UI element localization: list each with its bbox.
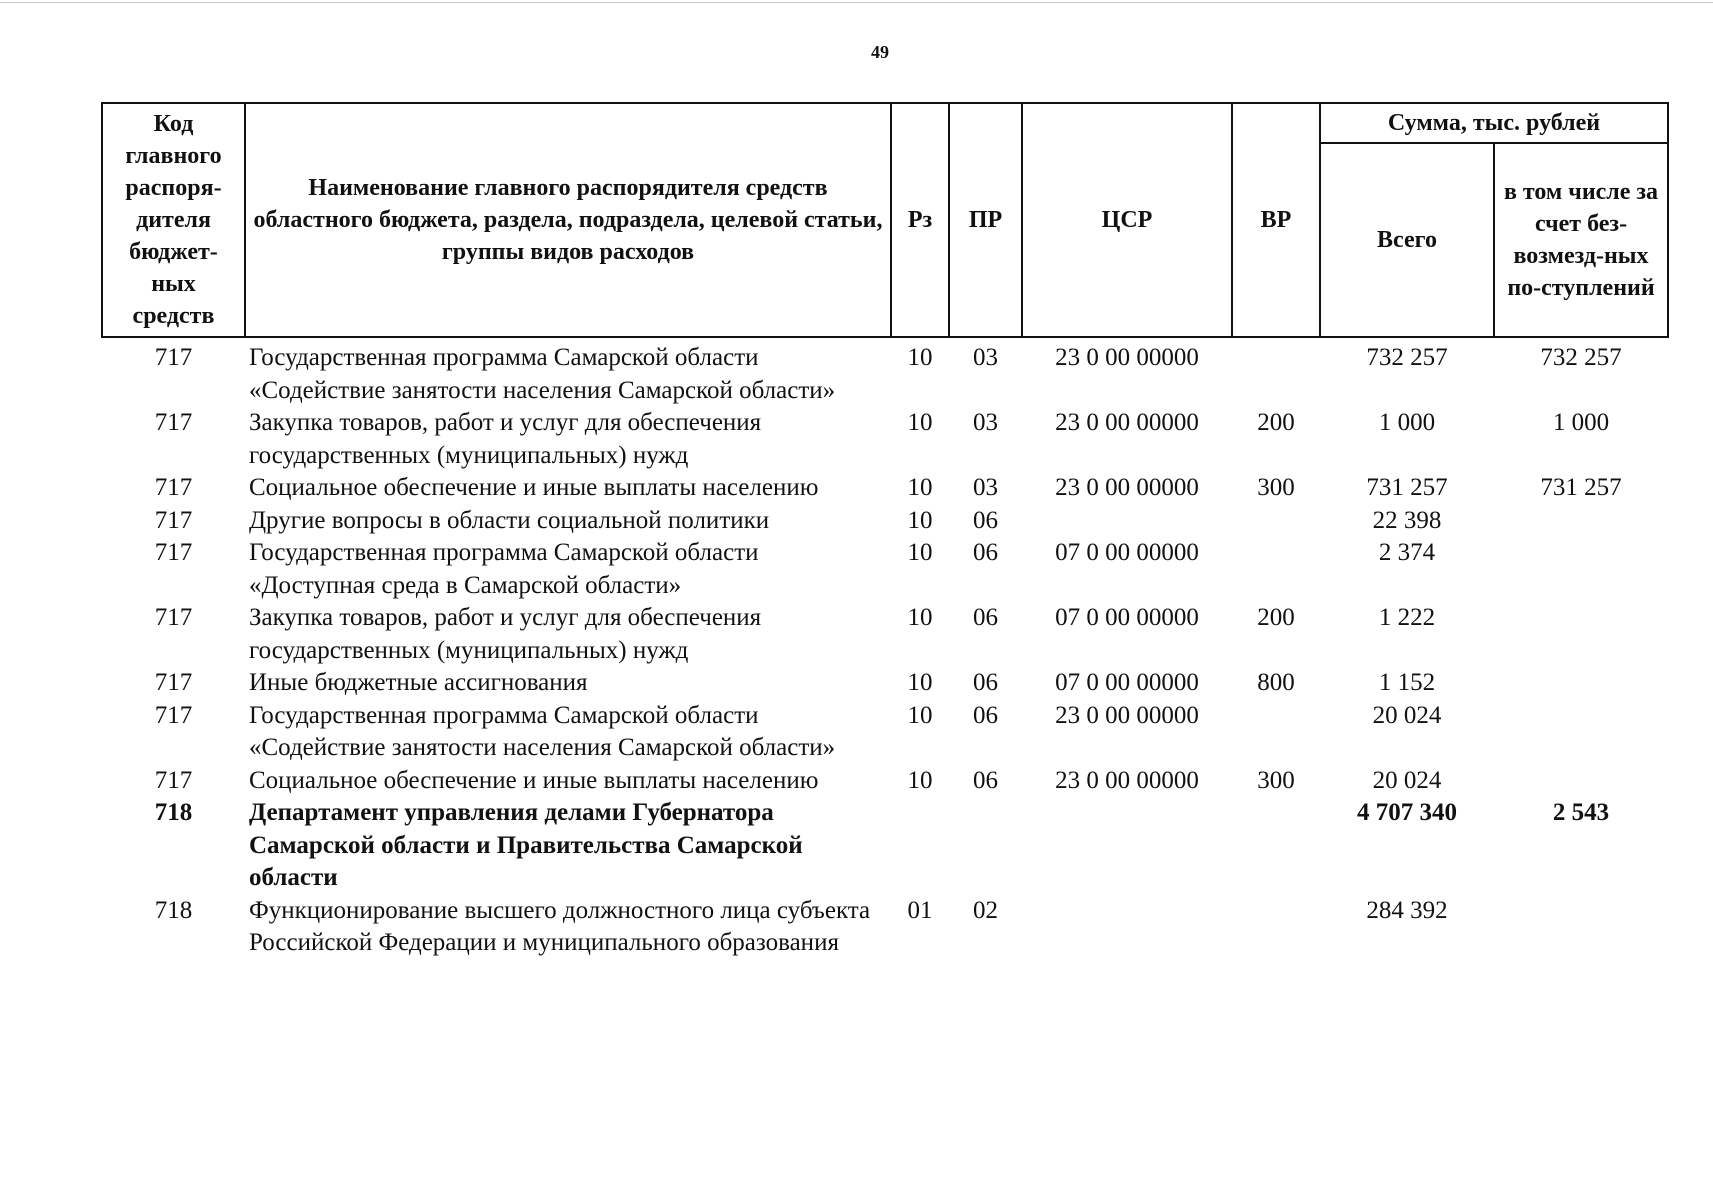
row-grants <box>1494 537 1668 602</box>
header-total: Всего <box>1320 143 1494 337</box>
row-grants <box>1494 667 1668 700</box>
row-vr: 200 <box>1257 409 1295 436</box>
row-total: 284 392 <box>1366 896 1448 924</box>
row-grants <box>1494 765 1668 798</box>
header-vr: ВР <box>1232 103 1320 337</box>
row-total: 731 257 <box>1366 474 1448 501</box>
row-rz: 01 <box>907 896 933 924</box>
row-rz: 10 <box>907 344 933 371</box>
header-grants: в том числе за счет без-возмезд-ных по-ступлений <box>1494 143 1668 337</box>
row-grants <box>1494 602 1668 667</box>
row-total: 1 152 <box>1378 669 1436 696</box>
row-csr: 23 0 00 00000 <box>1055 766 1199 794</box>
header-csr: ЦСР <box>1022 103 1232 337</box>
table-row <box>102 337 1668 407</box>
row-vr <box>1232 537 1320 602</box>
table-row <box>102 472 1668 505</box>
row-pr <box>949 797 1022 895</box>
row-rz: 10 <box>907 474 933 501</box>
row-vr <box>1232 505 1320 538</box>
row-grants <box>1494 895 1668 960</box>
row-pr: 06 <box>973 604 998 631</box>
row-vr: 200 <box>1257 604 1295 631</box>
budget-table <box>101 102 1669 960</box>
row-code: 717 <box>154 669 193 696</box>
row-csr <box>1022 505 1232 538</box>
row-rz: 10 <box>907 669 933 696</box>
row-csr: 23 0 00 00000 <box>1055 474 1199 501</box>
row-name: Функционирование высшего должностного лица субъекта Российской Федерации и муниципального образования <box>249 896 871 956</box>
row-name: Государственная программа Самарской области «Доступная среда в Самарской области» <box>249 539 759 599</box>
row-vr: 300 <box>1257 766 1295 794</box>
scan-edge-line <box>0 2 1713 3</box>
row-grants: 731 257 <box>1540 474 1622 501</box>
row-vr: 300 <box>1257 474 1295 501</box>
row-code: 717 <box>154 344 193 371</box>
row-vr <box>1232 797 1320 895</box>
row-grants: 732 257 <box>1540 344 1622 371</box>
header-sum: Сумма, тыс. рублей <box>1320 103 1668 143</box>
table-row <box>102 895 1668 960</box>
row-vr <box>1232 337 1320 407</box>
row-total: 1 222 <box>1378 604 1436 631</box>
table-row <box>102 407 1668 472</box>
row-rz: 10 <box>907 409 933 436</box>
table-row <box>102 797 1668 895</box>
row-grants <box>1494 505 1668 538</box>
table-row <box>102 505 1668 538</box>
table-body <box>102 337 1668 960</box>
row-csr: 23 0 00 00000 <box>1055 701 1199 729</box>
header-code: Код главного распоря-дителя бюджет-ных средств <box>102 103 245 337</box>
row-code: 718 <box>154 799 193 826</box>
page-number: 49 <box>871 42 889 62</box>
table-row <box>102 602 1668 667</box>
row-code: 717 <box>154 539 193 566</box>
row-name: Социальное обеспечение и иные выплаты населению <box>249 766 819 794</box>
table-row <box>102 700 1668 765</box>
row-name: Государственная программа Самарской области «Содействие занятости населения Самарской области» <box>249 701 836 761</box>
row-total: 20 024 <box>1372 766 1442 794</box>
row-code: 717 <box>154 766 193 794</box>
row-rz: 10 <box>907 701 933 729</box>
row-vr <box>1232 895 1320 960</box>
row-code: 717 <box>154 604 193 631</box>
row-total: 732 257 <box>1366 344 1448 371</box>
row-total: 4 707 340 <box>1357 799 1457 826</box>
row-csr: 23 0 00 00000 <box>1055 409 1199 436</box>
table-row <box>102 765 1668 798</box>
row-code: 718 <box>154 896 193 924</box>
row-total: 1 000 <box>1378 409 1436 436</box>
header-name: Наименование главного распорядителя средств областного бюджета, раздела, подраздела, целевой статьи, группы видов расходов <box>245 103 891 337</box>
row-code: 717 <box>154 474 193 501</box>
row-pr: 03 <box>973 409 998 436</box>
row-name: Иные бюджетные ассигнования <box>249 669 588 696</box>
row-pr: 03 <box>973 344 998 371</box>
row-pr: 06 <box>973 669 998 696</box>
row-csr: 07 0 00 00000 <box>1055 669 1199 696</box>
row-pr: 06 <box>973 701 998 729</box>
row-total: 2 374 <box>1378 539 1436 566</box>
row-pr: 03 <box>973 474 998 501</box>
row-code: 717 <box>154 506 193 534</box>
row-name: Другие вопросы в области социальной политики <box>249 506 770 534</box>
row-grants: 1 000 <box>1552 409 1610 436</box>
row-name: Закупка товаров, работ и услуг для обеспечения государственных (муниципальных) нужд <box>249 604 762 664</box>
row-pr: 02 <box>973 896 998 924</box>
row-rz: 10 <box>907 506 933 534</box>
row-pr: 06 <box>973 766 998 794</box>
row-csr: 23 0 00 00000 <box>1055 344 1199 371</box>
row-name: Государственная программа Самарской области «Содействие занятости населения Самарской области» <box>249 344 836 404</box>
row-total: 22 398 <box>1372 506 1442 534</box>
row-rz: 10 <box>907 766 933 794</box>
row-csr <box>1022 797 1232 895</box>
table-row <box>102 667 1668 700</box>
row-name: Закупка товаров, работ и услуг для обеспечения государственных (муниципальных) нужд <box>249 409 762 469</box>
row-vr: 800 <box>1257 669 1295 696</box>
row-grants <box>1494 700 1668 765</box>
row-rz <box>891 797 949 895</box>
row-code: 717 <box>154 701 193 729</box>
row-vr <box>1232 700 1320 765</box>
row-csr <box>1022 895 1232 960</box>
row-rz: 10 <box>907 539 933 566</box>
header-pr: ПР <box>949 103 1022 337</box>
row-csr: 07 0 00 00000 <box>1055 539 1199 566</box>
row-pr: 06 <box>973 506 998 534</box>
row-rz: 10 <box>907 604 933 631</box>
row-name: Департамент управления делами Губернатора Самарской области и Правительства Самарской области <box>249 799 803 891</box>
row-csr: 07 0 00 00000 <box>1055 604 1199 631</box>
table-row <box>102 537 1668 602</box>
header-rz: Рз <box>891 103 949 337</box>
row-name: Социальное обеспечение и иные выплаты населению <box>249 474 819 501</box>
row-grants: 2 543 <box>1552 799 1610 826</box>
row-pr: 06 <box>973 539 998 566</box>
row-total: 20 024 <box>1372 701 1442 729</box>
row-code: 717 <box>154 409 193 436</box>
